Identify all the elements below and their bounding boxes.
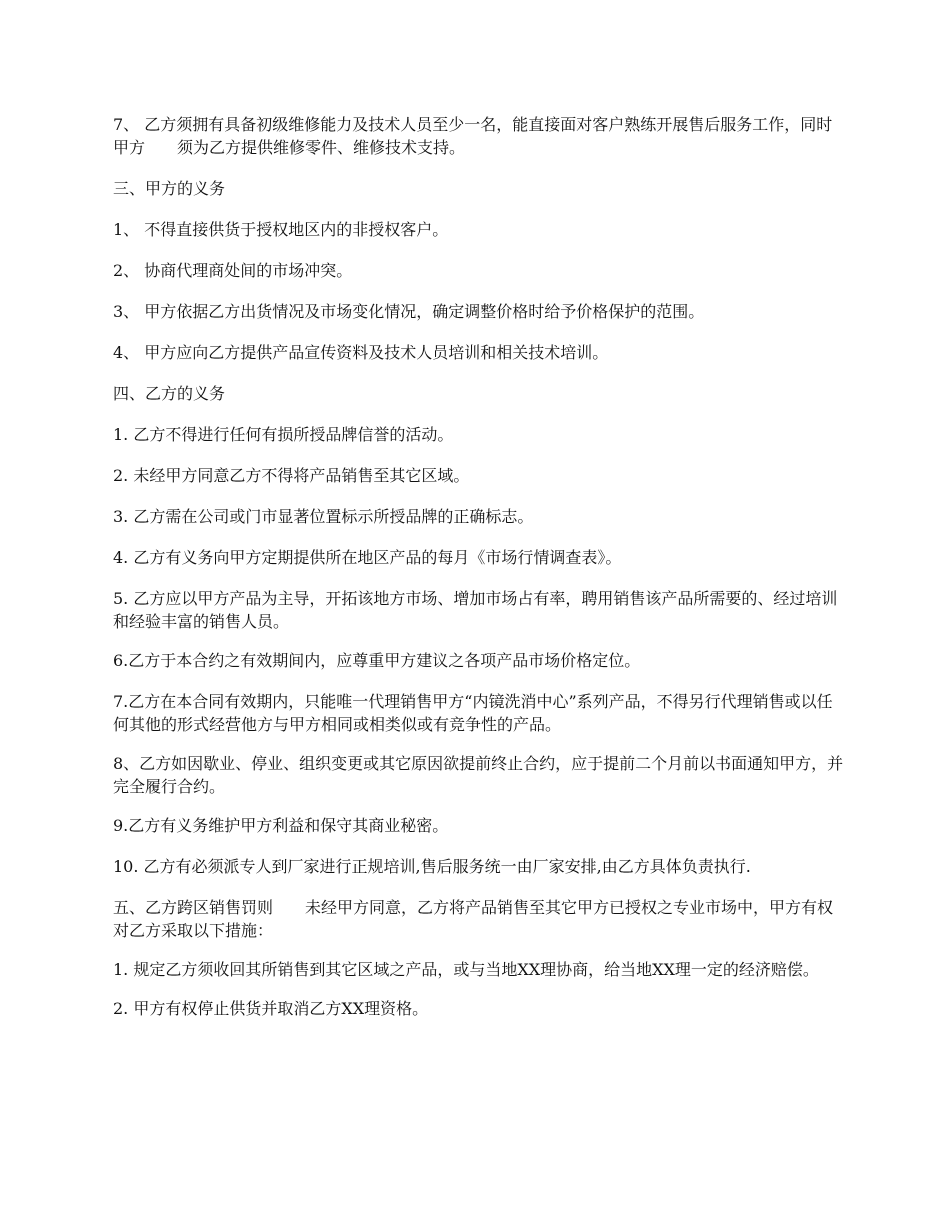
document-page <box>113 113 848 1038</box>
paragraph-a-obligation-3: 3、 甲方依据乙方出货情况及市场变化情况，确定调整价格时给予价格保护的范围。 <box>113 302 705 321</box>
paragraph-a-obligation-2: 2、 协商代理商处间的市场冲突。 <box>113 261 353 280</box>
paragraph-b-obligation-10: 10. 乙方有必须派专人到厂家进行正规培训,售后服务统一由厂家安排,由乙方具体负责执行. <box>113 857 751 876</box>
paragraph-b-obligation-6: 6.乙方于本合约之有效期间内，应尊重甲方建议之各项产品市场价格定位。 <box>113 651 641 670</box>
paragraph-b-obligation-5: 5. 乙方应以甲方产品为主导，开拓该地方市场、增加市场占有率，聘用销售该产品所需要的、经过培训和经验丰富的销售人员。 <box>113 589 838 631</box>
paragraph-a-obligation-4: 4、 甲方应向乙方提供产品宣传资料及技术人员培训和相关技术培训。 <box>113 343 609 362</box>
paragraph-b-obligation-1: 1. 乙方不得进行任何有损所授品牌信誉的活动。 <box>113 425 454 444</box>
heading-party-a-obligations: 三、甲方的义务 <box>113 179 226 198</box>
paragraph-b-obligation-2: 2. 未经甲方同意乙方不得将产品销售至其它区域。 <box>113 466 470 485</box>
paragraph-penalty-measure-2: 2. 甲方有权停止供货并取消乙方XX理资格。 <box>113 999 429 1018</box>
paragraph-b-obligation-7: 7.乙方在本合同有效期内，只能唯一代理销售甲方“内镜洗消中心”系列产品，不得另行代理销售或以任何其他的形式经营他方与甲方相同或相类似或有竞争性的产品。 <box>113 692 833 734</box>
paragraph-penalty-measure-1: 1. 规定乙方须收回其所销售到其它区域之产品，或与当地XX理协商，给当地XX理一定的经济赔偿。 <box>113 960 819 979</box>
paragraph-a-obligation-1: 1、 不得直接供货于授权地区内的非授权客户。 <box>113 220 449 239</box>
paragraph-b-obligation-8: 8、乙方如因歇业、停业、组织变更或其它原因欲提前终止合约，应于提前二个月前以书面通知甲方，并完全履行合约。 <box>113 754 844 796</box>
heading-party-b-obligations: 四、乙方的义务 <box>113 384 226 403</box>
paragraph-cross-region-penalty: 五、乙方跨区销售罚则 未经甲方同意，乙方将产品销售至其它甲方已授权之专业市场中，甲方有权对乙方采取以下措施： <box>113 898 834 940</box>
paragraph-b-obligation-4: 4. 乙方有义务向甲方定期提供所在地区产品的每月《市场行情调查表》。 <box>113 548 622 567</box>
paragraph-clause-7-maintenance: 7、 乙方须拥有具备初级维修能力及技术人员至少一名，能直接面对客户熟练开展售后服务工作，同时甲方 须为乙方提供维修零件、维修技术支持。 <box>113 115 833 157</box>
paragraph-b-obligation-9: 9.乙方有义务维护甲方利益和保守其商业秘密。 <box>113 816 449 835</box>
paragraph-b-obligation-3: 3. 乙方需在公司或门市显著位置标示所授品牌的正确标志。 <box>113 507 534 526</box>
